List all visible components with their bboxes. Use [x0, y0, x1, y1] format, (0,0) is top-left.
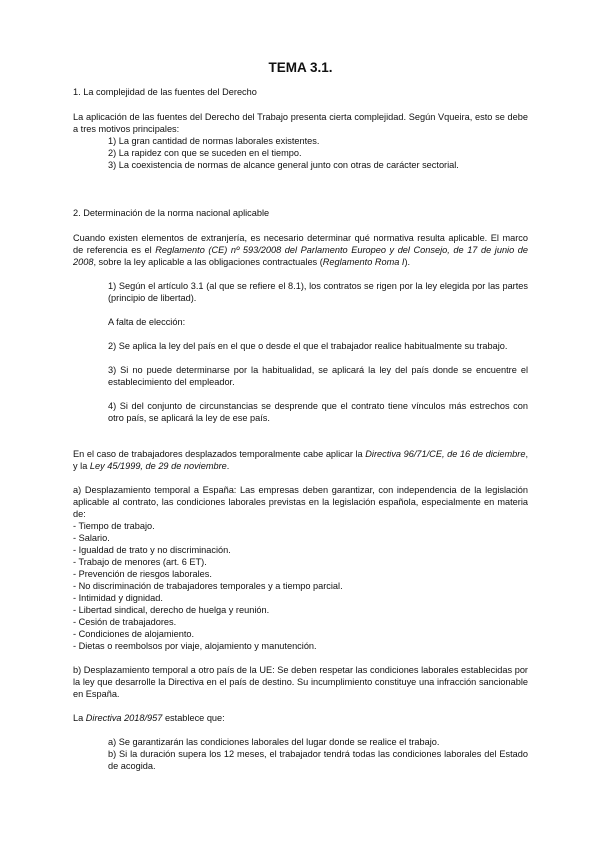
- list-item: 3) La coexistencia de normas de alcance general junto con otras de carácter sectorial.: [108, 160, 459, 170]
- list-item: - Libertad sindical, derecho de huelga y reunión.: [73, 605, 270, 615]
- posting-to-spain-text: a) Desplazamiento temporal a España: Las empresas deben garantizar, con independencia de la legislación aplicable al contrato, las condiciones laborales previstas en la legislación española, especialmente en materia de:: [73, 485, 528, 519]
- section-1-list: [73, 135, 528, 171]
- posted-workers-intro: En el caso de trabajadores desplazados temporalmente cabe aplicar la Directiva 96/71/CE, de 16 de diciembre, y la Ley 45/1999, de 29 de noviembre.: [73, 449, 529, 471]
- regulation-reference: Reglamento (CE) nº 593/2008 del Parlamento Europeo y del Consejo, de 17 de junio de 2008: [73, 245, 529, 267]
- section-1-heading: 1. La complejidad de las fuentes del Derecho: [73, 87, 257, 97]
- list-item: - Prevención de riesgos laborales.: [73, 569, 212, 579]
- directive-2018-list: [73, 736, 528, 772]
- section-2-intro: Cuando existen elementos de extranjería, es necesario determinar qué normativa resulta aplicable. El marco de referencia es el Reglamento (CE) nº 593/2008 del Parlamento Europeo y del Consejo, de 17 de junio de 2008, sobre la ley aplicable a las obligaciones contractuales (Reglamento Roma I).: [73, 233, 529, 267]
- list-item: - Igualdad de trato y no discriminación.: [73, 545, 231, 555]
- list-item: - Dietas o reembolsos por viaje, alojamiento y manutención.: [73, 641, 317, 651]
- directive-2018-957-reference: Directiva 2018/957: [85, 713, 163, 723]
- posting-to-spain-list: [73, 520, 528, 652]
- list-item: - Condiciones de alojamiento.: [73, 629, 195, 639]
- rule-3: 3) Si no puede determinarse por la habitualidad, se aplicará la ley del país donde se encuentre el establecimiento del empleador.: [108, 365, 528, 387]
- list-item: 1) La gran cantidad de normas laborales existentes.: [108, 136, 320, 146]
- law-45-1999-reference: Ley 45/1999, de 29 de noviembre: [89, 461, 227, 471]
- list-item: - Cesión de trabajadores.: [73, 617, 177, 627]
- list-item: - Trabajo de menores (art. 6 ET).: [73, 557, 207, 567]
- fallback-label: A falta de elección:: [108, 317, 186, 327]
- list-item: a) Se garantizarán las condiciones laborales del lugar donde se realice el trabajo.: [108, 737, 440, 747]
- list-item: b) Si la duración supera los 12 meses, el trabajador tendrá todas las condiciones laborales del Estado de acogida.: [108, 749, 528, 771]
- list-item: - No discriminación de trabajadores temporales y a tiempo parcial.: [73, 581, 343, 591]
- rule-4: 4) Si del conjunto de circunstancias se desprende que el contrato tiene vínculos más estrechos con otro país, se aplicará la ley de ese país.: [108, 401, 528, 423]
- rule-1: 1) Según el artículo 3.1 (al que se refiere el 8.1), los contratos se rigen por la ley elegida por las partes (principio de libertad).: [108, 281, 528, 303]
- document-body: [73, 60, 528, 772]
- applicable-law-rules: [73, 280, 528, 424]
- directive-96-71-reference: Directiva 96/71/CE, de 16 de diciembre: [365, 449, 526, 459]
- section-1-intro: La aplicación de las fuentes del Derecho del Trabajo presenta cierta complejidad. Según Vqueira, esto se debe a tres motivos principales:: [73, 112, 528, 134]
- list-item: - Salario.: [73, 533, 110, 543]
- list-item: 2) La rapidez con que se suceden en el tiempo.: [108, 148, 302, 158]
- section-2-heading: 2. Determinación de la norma nacional aplicable: [73, 208, 270, 218]
- rome-i-reference: Reglamento Roma I: [322, 257, 405, 267]
- directive-2018-intro: La Directiva 2018/957 establece que:: [73, 713, 225, 723]
- posting-to-eu-text: b) Desplazamiento temporal a otro país de la UE: Se deben respetar las condiciones laborales establecidas por la ley que desarrolle la Directiva en el país de destino. Su incumplimiento constituye una infracción sancionable en España.: [73, 665, 528, 699]
- list-item: - Intimidad y dignidad.: [73, 593, 163, 603]
- document-title: TEMA 3.1.: [268, 60, 333, 75]
- list-item: - Tiempo de trabajo.: [73, 521, 155, 531]
- rule-2: 2) Se aplica la ley del país en el que o desde el que el trabajador realice habitualmente su trabajo.: [108, 341, 508, 351]
